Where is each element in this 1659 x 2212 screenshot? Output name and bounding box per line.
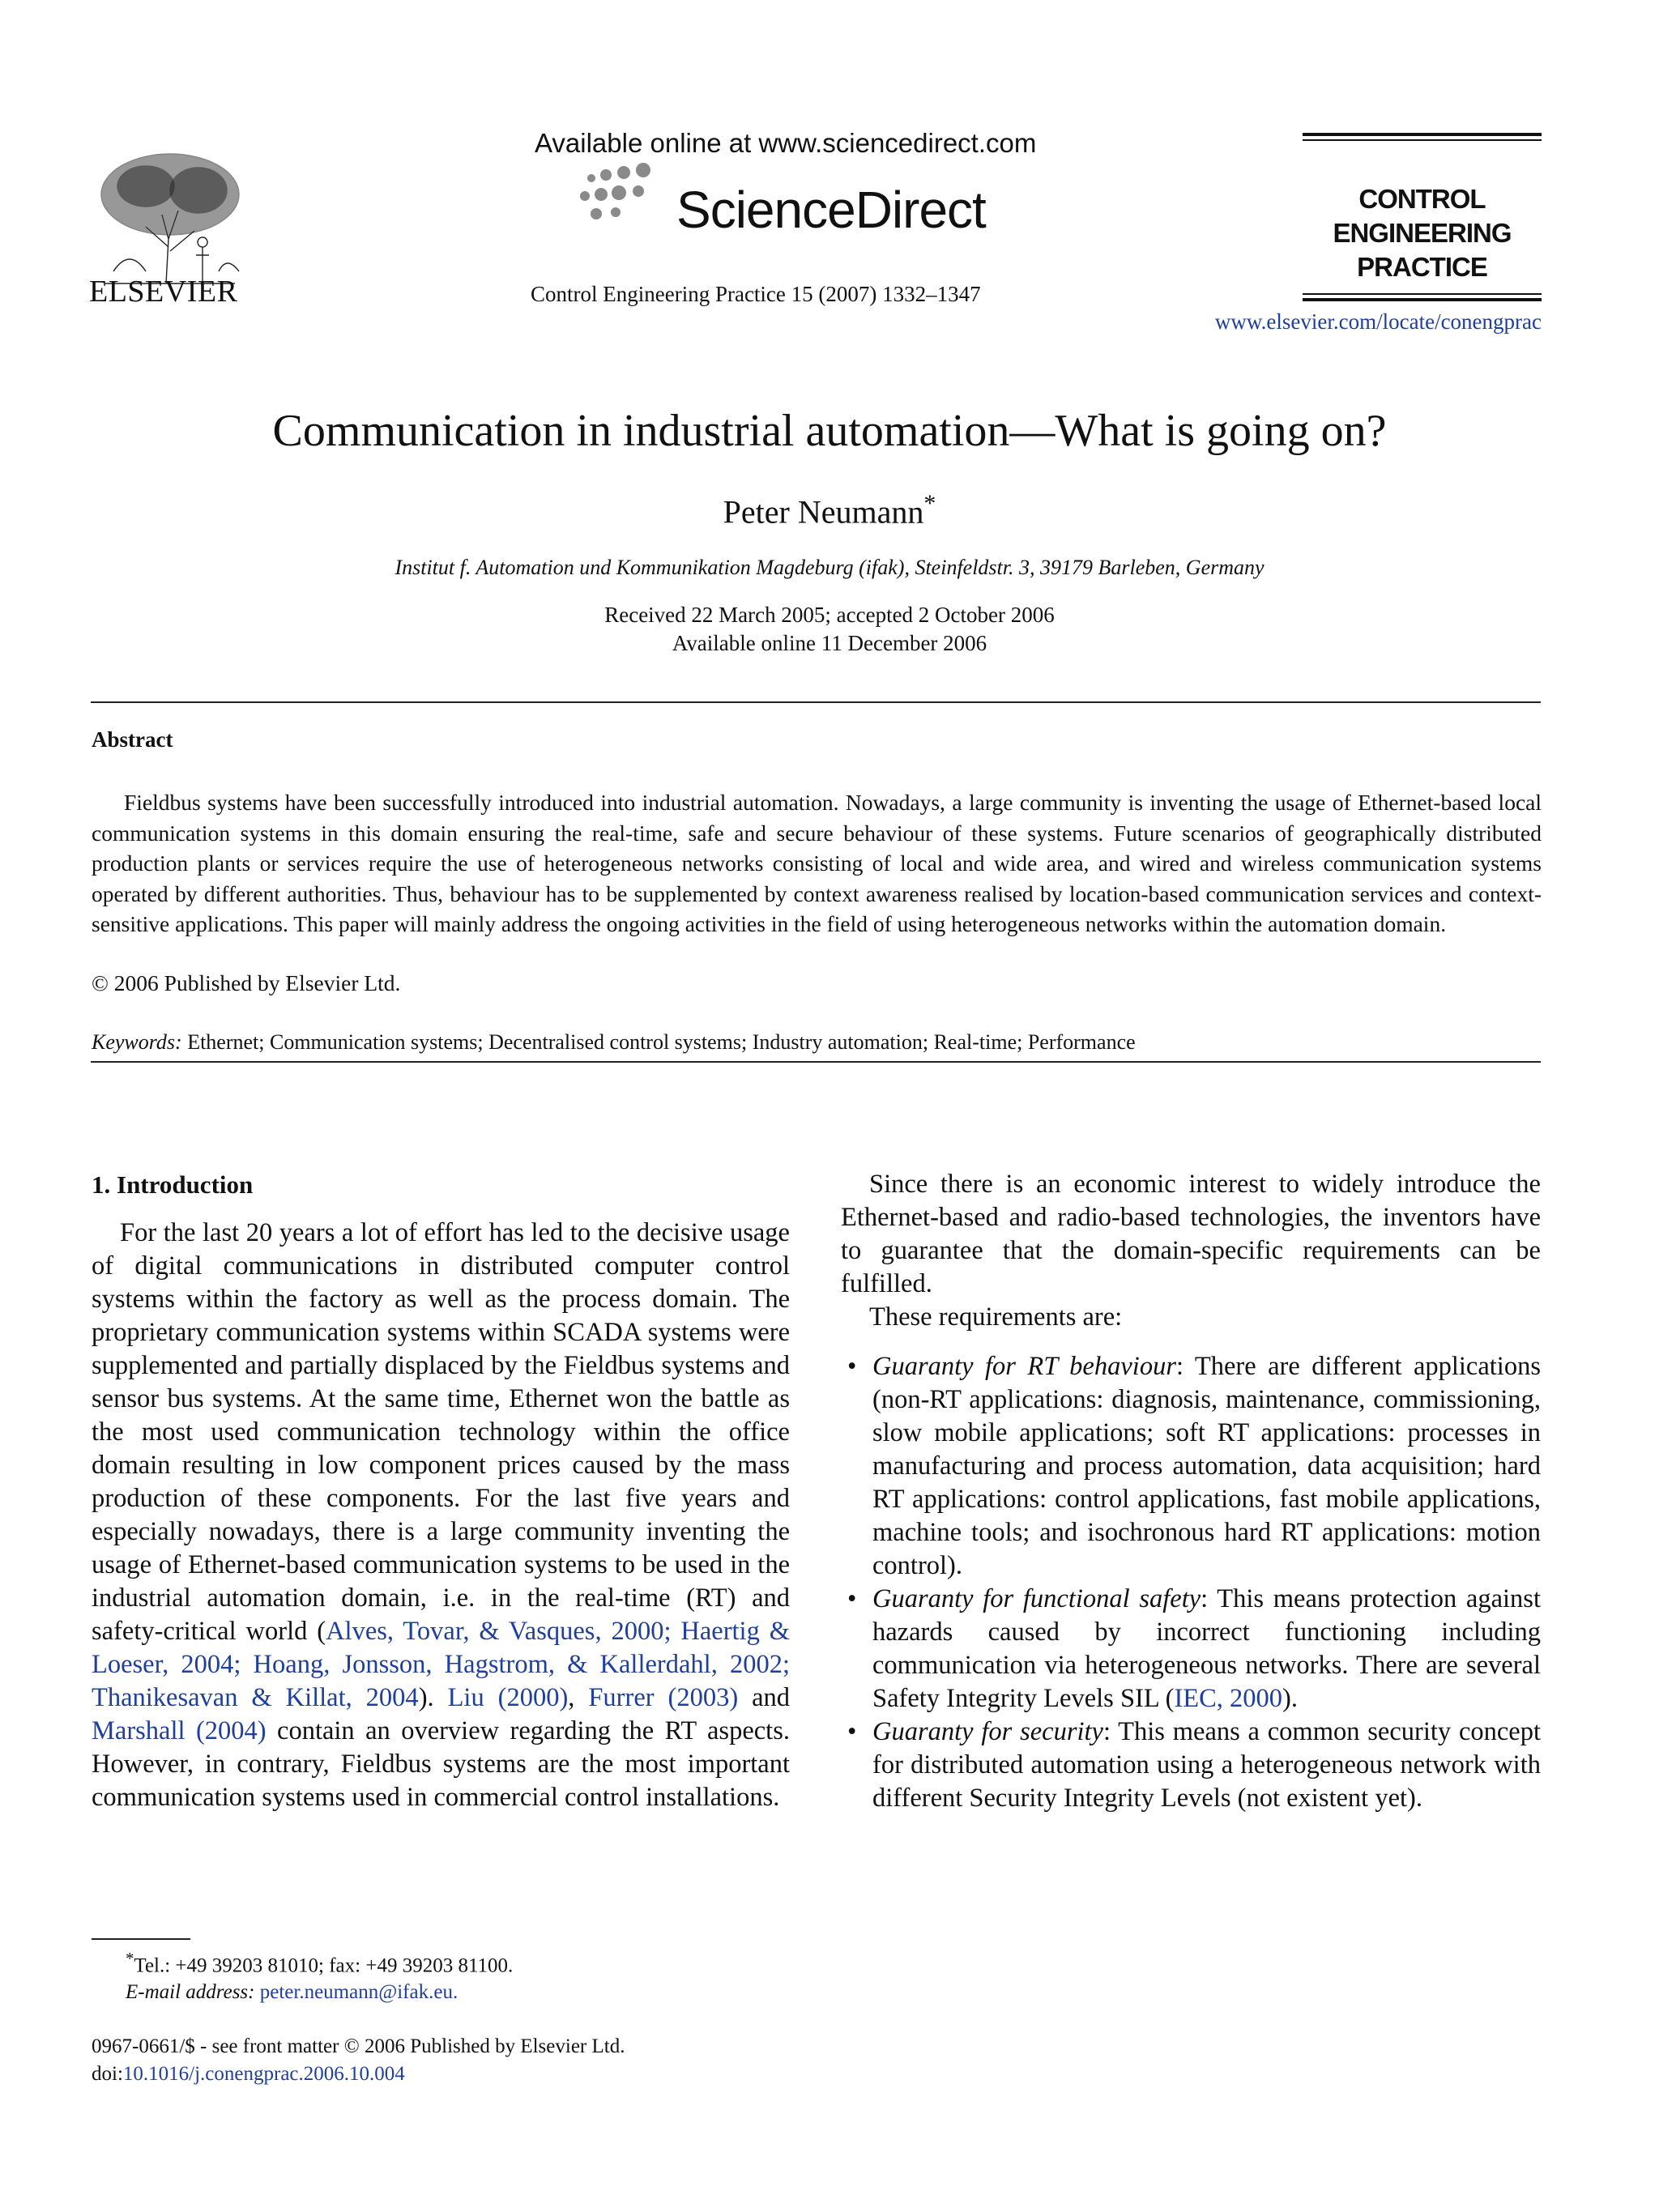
bullet-text: : This means a common security concept for distributed automation using a heterogeneous network with different Security Integrity Levels (not existent yet).: [872, 1717, 1541, 1813]
bullet-text: : This means protection against hazards caused by incorrect functioning including communication via heterogeneous networks. There are several Safety Integrity Levels SIL (: [872, 1584, 1541, 1713]
bullet-dot-icon: •: [847, 1717, 857, 1746]
bullet-title: Guaranty for RT behaviour: [872, 1352, 1176, 1381]
abstract-top-rule: [91, 701, 1541, 703]
author-text: Peter Neumann: [723, 493, 924, 531]
footnote-contact: [126, 1946, 513, 1979]
available-date: Available online 11 December 2006: [672, 631, 987, 655]
footnote-mark: *: [126, 1949, 134, 1968]
abstract-text: Fieldbus systems have been successfully introduced into industrial automation. Nowadays, a large community is inventing the usage of Ethernet-based local communication systems in this domain ensuring the real-time, safe and secure behaviour of these systems. Future scenarios of geographically distributed production plants or services require the use of heterogeneous networks consisting of local and wide area, and wired and wireless communication systems operated by different authorities. Thus, behaviour has to be supplemented by context awareness realised by location-based communication services and context-sensitive applications. This paper will mainly address the ongoing activities in the field of using heterogeneous networks within the automation domain.: [92, 790, 1542, 936]
received-date: Received 22 March 2005; accepted 2 October 2006: [604, 603, 1055, 627]
journal-title-rule-bottom: [1303, 293, 1542, 303]
footnote-tel: Tel.: +49 39203 81010; fax: +49 39203 81100.: [134, 1954, 514, 1977]
intro-text-a: For the last 20 years a lot of effort has led to the decisive usage of digital communications in distributed computer control systems within the factory as well as the process domain. The proprietary communication systems within SCADA systems were supplemented and partially displaced by the Fieldbus systems and sensor bus systems. At the same time, Ethernet won the battle as the most used communication technology within the office domain resulting in low component prices caused by the mass production of these components. For the last five years and especially nowadays, there is a large community inventing the usage of Ethernet-based communication systems to be used in the industrial automation domain, i.e. in the real-time (RT) and safety-critical world (: [92, 1218, 790, 1646]
bullet-title: Guaranty for security: [872, 1717, 1103, 1746]
bullet-dot-icon: •: [847, 1352, 857, 1381]
left-column: [92, 1168, 790, 1814]
publisher-name: ELSEVIER: [89, 275, 238, 309]
affiliation: Institut f. Automation und Kommunikation Magdeburg (ifak), Steinfeldstr. 3, 39179 Barleben, Germany: [394, 556, 1265, 579]
journal-title-rule-top: [1303, 133, 1542, 143]
doi-line: [92, 2061, 625, 2088]
sciencedirect-dots-icon: [577, 160, 666, 233]
available-online-text: Available online at www.sciencedirect.com: [535, 128, 1037, 158]
bullet-security: [841, 1715, 1541, 1815]
intro-sep-2: and: [738, 1683, 791, 1712]
keywords-bottom-rule-placeholder: [91, 1061, 1541, 1063]
doi-prefix: doi:: [92, 2063, 123, 2085]
journal-title: [1303, 182, 1542, 284]
keywords-text: Ethernet; Communication systems; Decentralised control systems; Industry automation; Real-time; Performance: [187, 1030, 1136, 1054]
intro-paragraph-3: These requirements are:: [869, 1302, 1123, 1332]
dates-block: [0, 601, 1659, 658]
journal-title-line1: CONTROL ENGINEERING: [1333, 184, 1512, 248]
paper-title: Communication in industrial automation—What is going on?: [272, 406, 1387, 456]
author-footnote-mark[interactable]: *: [923, 490, 936, 517]
keywords-label: Keywords:: [92, 1030, 182, 1054]
intro-paragraph-1: [92, 1217, 790, 1814]
intro-text-b: ).: [418, 1683, 448, 1712]
bullet-title: Guaranty for functional safety: [872, 1584, 1201, 1613]
author-name: [0, 490, 1659, 531]
footnote-rule: [92, 1938, 190, 1940]
right-column: [841, 1168, 1541, 1815]
bullet-dot-icon: •: [847, 1584, 857, 1613]
abstract-copyright: © 2006 Published by Elsevier Ltd.: [92, 970, 401, 995]
abstract-body: [92, 787, 1542, 940]
citation-link-furrer[interactable]: Furrer (2003): [588, 1683, 739, 1712]
bullet-functional-safety: [841, 1583, 1541, 1715]
author-footnote: [126, 1946, 513, 2005]
journal-title-line2: PRACTICE: [1357, 252, 1487, 282]
journal-url-link[interactable]: www.elsevier.com/locate/conengprac: [1214, 309, 1542, 334]
abstract-heading: Abstract: [92, 727, 173, 752]
email-label: E-mail address:: [126, 1981, 255, 2004]
sciencedirect-wordmark: ScienceDirect: [676, 181, 986, 239]
journal-citation: Control Engineering Practice 15 (2007) 1332–1347: [531, 282, 981, 306]
footnote-email-line: [126, 1979, 513, 2005]
intro-sep-1: ,: [568, 1683, 589, 1712]
citation-link-marshall[interactable]: Marshall (2004): [92, 1716, 267, 1745]
bullet-tail: ).: [1282, 1684, 1298, 1713]
citation-link-liu[interactable]: Liu (2000): [447, 1683, 569, 1712]
intro-paragraph-2: Since there is an economic interest to widely introduce the Ethernet-based and radio-based technologies, the inventors have to guarantee that the domain-specific requirements can be fulfilled.: [841, 1170, 1541, 1298]
intro-text-c: contain an overview regarding the RT aspects. However, in contrary, Fieldbus systems are the most important communication systems used in commercial control installations.: [92, 1716, 790, 1812]
section-heading-introduction: 1. Introduction: [92, 1170, 254, 1199]
email-link[interactable]: peter.neumann@ifak.eu.: [259, 1981, 458, 2004]
doi-link[interactable]: 10.1016/j.conengprac.2006.10.004: [122, 2063, 405, 2085]
bullet-text: : There are different applications (non-RT applications: diagnosis, maintenance, commissioning, slow mobile applications; soft RT applications: processes in manufacturing and process automation, data acquisition; hard RT applications: control applications, fast mobile applications, machine tools; and isochronous hard RT applications: motion control).: [872, 1352, 1541, 1580]
bullet-rt-behaviour: [841, 1350, 1541, 1583]
citation-link-group[interactable]: Alves, Tovar, & Vasques, 2000; Haertig & Loeser, 2004; Hoang, Jonsson, Hagstrom, & Kallerdahl, 2002; Thanikesavan & Killat, 2004: [92, 1617, 790, 1712]
keywords-line: [92, 1030, 1136, 1055]
issn-line: 0967-0661/$ - see front matter © 2006 Published by Elsevier Ltd.: [92, 2035, 625, 2057]
front-matter: [92, 2033, 625, 2088]
citation-link-iec[interactable]: IEC, 2000: [1174, 1684, 1283, 1713]
